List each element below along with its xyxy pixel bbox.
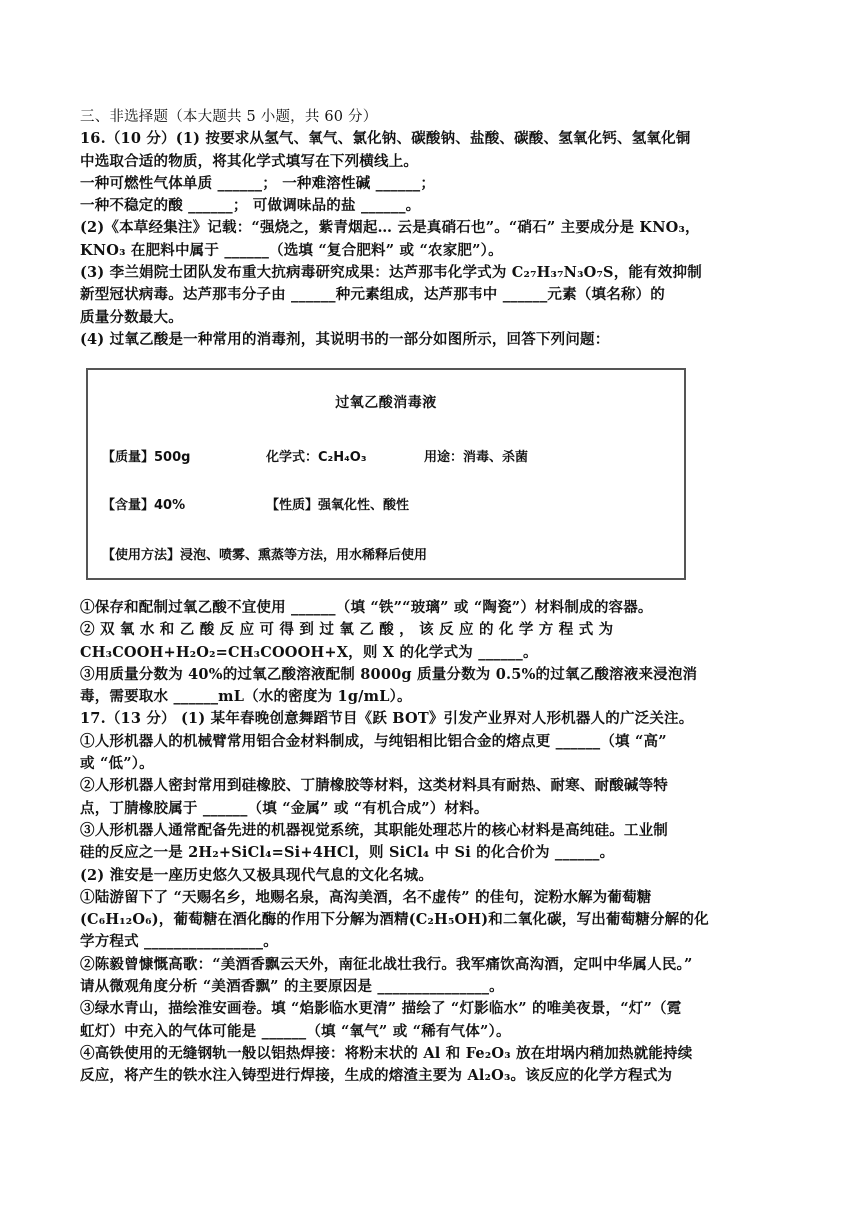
text-line: ②人形机器人密封常用到硅橡胶、丁腈橡胶等材料，这类材料具有耐热、耐寒、耐酸碱等特 (80, 777, 668, 795)
text-line: CH₃COOH+H₂O₂=CH₃COOOH+X，则 X 的化学式为 ______。 (80, 643, 538, 661)
section-heading: 三、非选择题（本大题共 5 小题，共 60 分） (80, 109, 378, 125)
text-line: ④高铁使用的无缝钢轨一般以铝热焊接：将粉末状的 Al 和 Fe₂O₃ 放在坩埚内稍加热就能持续 (80, 1044, 693, 1062)
label-content: 【含量】40% (102, 498, 186, 513)
text-line: 硅的反应之一是 2H₂+SiCl₄=Si+4HCl，则 SiCl₄ 中 Si 的化合价为 ______。 (80, 844, 615, 862)
text-line: 请从微观角度分析 “美酒香飘” 的主要原因是 _______________。 (80, 978, 504, 996)
text-line: ①陆游留下了 “天赐名乡，地赐名泉，高沟美酒，名不虚传” 的佳句，淀粉水解为葡萄糖 (80, 888, 652, 906)
text-line: 新型冠状病毒。达芦那韦分子由 ______种元素组成，达芦那韦中 ______元素（填名称）的 (80, 286, 665, 304)
label-formula: 化学式：C₂H₄O₃ (266, 450, 367, 465)
text-line: 中选取合适的物质，将其化学式填写在下列横线上。 (80, 152, 419, 170)
question-17-heading: 17.（13 分） (1) 某年春晚创意舞蹈节目《跃 BOT》引发产业界对人形机器人的广泛关注。 (80, 710, 694, 728)
label-usage-method: 【使用方法】浸泡、喷雾、熏蒸等方法，用水稀释后使用 (102, 548, 428, 563)
text-line: 反应，将产生的铁水注入铸型进行焊接，生成的熔渣主要为 Al₂O₃。该反应的化学方程式为 (80, 1067, 673, 1085)
text-line: 点，丁腈橡胶属于 ______（填 “金属” 或 “有机合成”）材料。 (80, 799, 489, 817)
text-line: 质量分数最大。 (80, 308, 183, 326)
text-line: 毒，需要取水 ______mL（水的密度为 1g/mL）。 (80, 688, 412, 706)
text-line: KNO₃ 在肥料中属于 ______（选填 “复合肥料” 或 “农家肥”）。 (80, 241, 503, 259)
text-line: (3) 李兰娟院士团队发布重大抗病毒研究成果：达芦那韦化学式为 C₂₇H₃₇N₃O₇S，能有效抑制 (80, 264, 702, 282)
text-line: 虹灯）中充入的气体可能是 ______（填 “氧气” 或 “稀有气体”）。 (80, 1022, 511, 1040)
text-line: ③绿水青山，描绘淮安画卷。填 “焰影临水更清” 描绘了 “灯影临水” 的唯美夜景，“灯”（霓 (80, 1000, 682, 1018)
label-property: 【性质】强氧化性、酸性 (266, 498, 410, 513)
text-line: (4) 过氧乙酸是一种常用的消毒剂，其说明书的一部分如图所示，回答下列问题： (80, 330, 610, 348)
questions-16-17-text (80, 597, 784, 1088)
label-mass: 【质量】500g (102, 450, 191, 465)
text-line: (2) 淮安是一座历史悠久又极具现代气息的文化名城。 (80, 866, 434, 884)
text-line: 一种不稳定的酸 ______； 可做调味品的盐 ______。 (80, 197, 421, 215)
text-line: 一种可燃性气体单质 ______； 一种难溶性碱 ______； (80, 174, 436, 192)
text-line: 或 “低”）。 (80, 755, 154, 773)
text-line: ②陈毅曾慷慨高歌：“美酒香飘云天外，南征北战壮我行。我军痛饮高沟酒，定叫中华属人民。” (80, 955, 693, 973)
text-line: 16.（10 分）(1) 按要求从氢气、氧气、氯化钠、碳酸钠、盐酸、碳酸、氢氧化钙、氢氧化铜 (80, 130, 691, 148)
text-line: ③人形机器人通常配备先进的机器视觉系统，其职能处理芯片的核心材料是高纯硅。工业制 (80, 821, 668, 839)
text-line: ③用质量分数为 40%的过氧乙酸溶液配制 8000g 质量分数为 0.5%的过氧乙酸溶液来浸泡消 (80, 665, 698, 683)
text-line: (2)《本草经集注》记载：“强烧之，紫青烟起… 云是真硝石也”。“硝石” 主要成分是 KNO₃， (80, 219, 700, 237)
label-use: 用途：消毒、杀菌 (424, 450, 529, 465)
disinfectant-label-figure (86, 368, 686, 580)
question-16-text (80, 106, 784, 351)
text-line: ② 双 氧 水 和 乙 酸 反 应 可 得 到 过 氧 乙 酸 ， 该 反 应 的 化 学 方 程 式 为 (80, 621, 614, 639)
text-line: 学方程式 ________________。 (80, 933, 278, 951)
text-line: ①保存和配制过氧乙酸不宜使用 ______（填 “铁”“玻璃” 或 “陶瓷”）材料制成的容器。 (80, 599, 653, 616)
label-title: 过氧乙酸消毒液 (335, 395, 437, 411)
text-line: ①人形机器人的机械臂常用铝合金材料制成，与纯铝相比铝合金的熔点更 ______（填 “高” (80, 732, 667, 750)
text-line: (C₆H₁₂O₆)，葡萄糖在酒化酶的作用下分解为酒精(C₂H₅OH)和二氧化碳，写出葡萄糖分解的化 (80, 911, 709, 929)
